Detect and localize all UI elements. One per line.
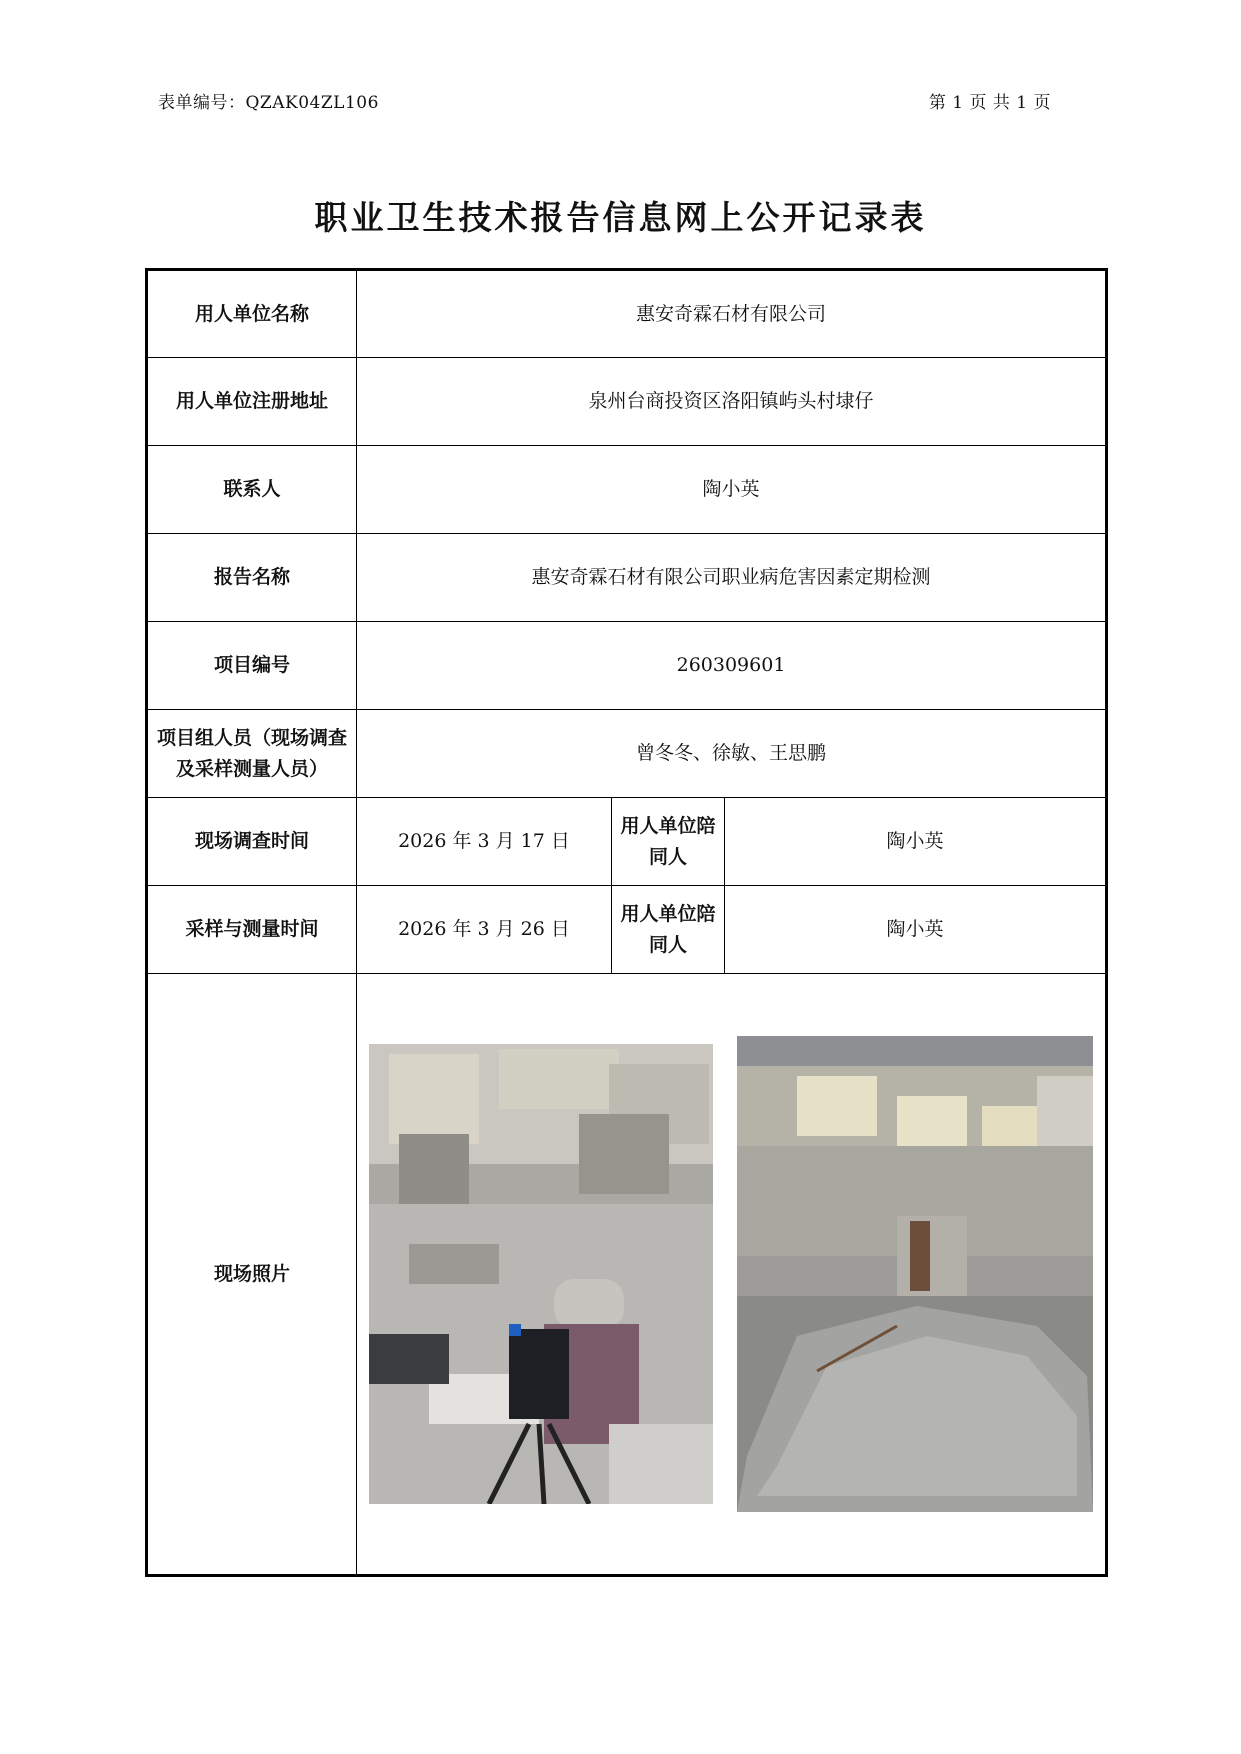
sampling-companion-value: 陶小英 <box>725 886 1107 974</box>
photos-label: 现场照片 <box>147 974 357 1576</box>
survey-time-label: 现场调查时间 <box>147 798 357 886</box>
row-employer-address <box>147 358 1107 446</box>
employer-name-value: 惠安奇霖石材有限公司 <box>357 270 1107 358</box>
employer-address-label: 用人单位注册地址 <box>147 358 357 446</box>
site-photo-sampling <box>369 1044 713 1504</box>
sampling-time-label: 采样与测量时间 <box>147 886 357 974</box>
row-project-no <box>147 622 1107 710</box>
photo-area <box>357 974 1105 1574</box>
row-survey-time <box>147 798 1107 886</box>
sampling-time-value: 2026 年 3 月 26 日 <box>357 886 612 974</box>
employer-name-label: 用人单位名称 <box>147 270 357 358</box>
survey-time-value: 2026 年 3 月 17 日 <box>357 798 612 886</box>
project-no-value: 260309601 <box>357 622 1107 710</box>
survey-companion-label: 用人单位陪同人 <box>612 798 725 886</box>
employer-address-value: 泉州台商投资区洛阳镇屿头村埭仔 <box>357 358 1107 446</box>
photos-cell <box>357 974 1107 1576</box>
record-table <box>145 268 1108 1577</box>
row-contact <box>147 446 1107 534</box>
contact-label: 联系人 <box>147 446 357 534</box>
row-sampling-time <box>147 886 1107 974</box>
report-name-value: 惠安奇霖石材有限公司职业病危害因素定期检测 <box>357 534 1107 622</box>
row-team <box>147 710 1107 798</box>
team-label: 项目组人员（现场调查及采样测量人员） <box>147 710 357 798</box>
row-photos <box>147 974 1107 1576</box>
survey-companion-value: 陶小英 <box>725 798 1107 886</box>
sampling-companion-label: 用人单位陪同人 <box>612 886 725 974</box>
project-no-label: 项目编号 <box>147 622 357 710</box>
contact-value: 陶小英 <box>357 446 1107 534</box>
row-employer-name <box>147 270 1107 358</box>
form-number: 表单编号：QZAK04ZL106 <box>158 93 379 113</box>
team-value: 曾冬冬、徐敏、王思鹏 <box>357 710 1107 798</box>
row-report-name <box>147 534 1107 622</box>
document-title: 职业卫生技术报告信息网上公开记录表 <box>314 198 927 237</box>
site-photo-workshop <box>737 1036 1093 1512</box>
report-name-label: 报告名称 <box>147 534 357 622</box>
page-info: 第 1 页 共 1 页 <box>928 93 1051 113</box>
